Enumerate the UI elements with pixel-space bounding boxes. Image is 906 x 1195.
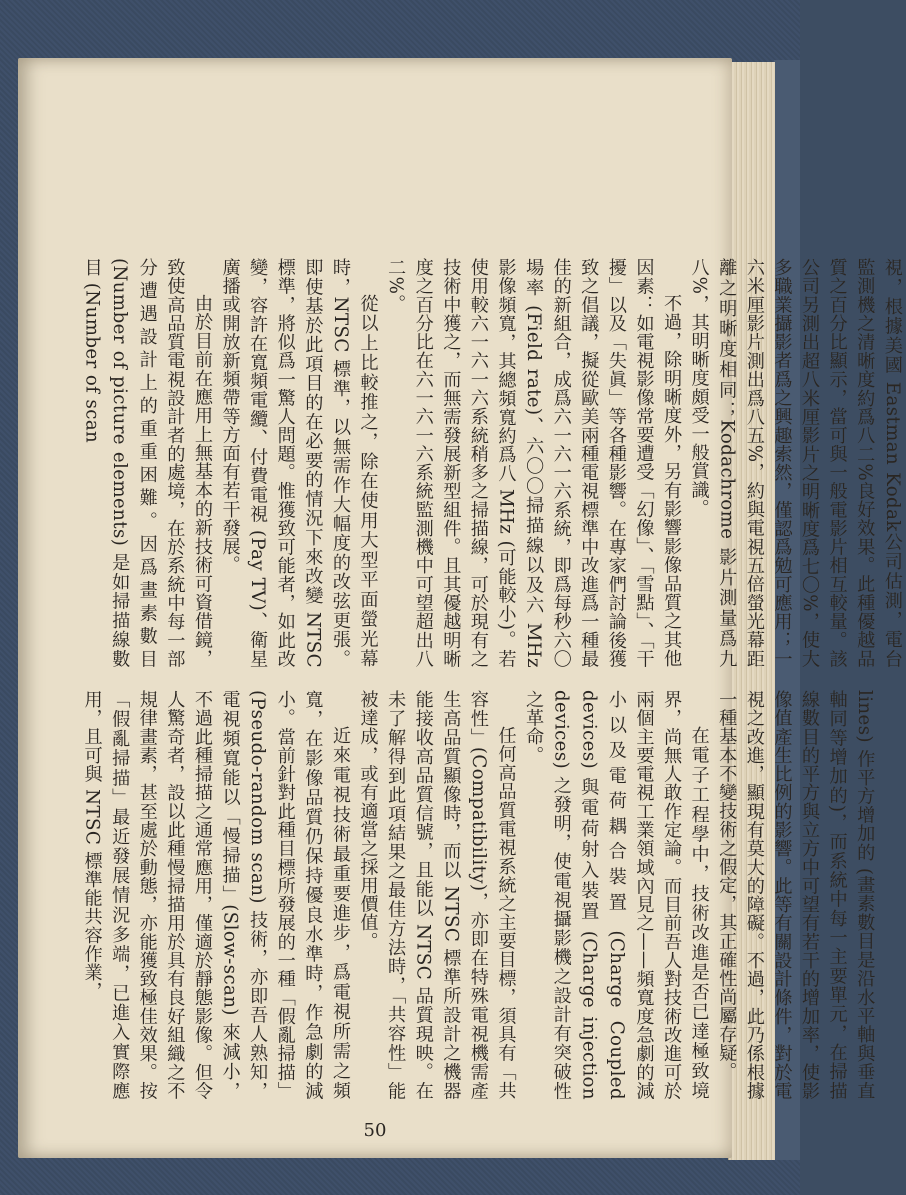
upper-paragraph-4: 由於目前在應用上無基本的新技術可資借鏡，致使高品質電視設計者的處境，在於系統中每一部分遭遇設計上的重重困難。因爲畫素數目 (Number of picture elements) 是如掃描線數目 (Number of scan (81, 258, 213, 668)
upper-paragraph-1: 視，根據美國 Eastman Kodak公司估測，電台監測機之清晰度約爲八二%良好效果。此種優越品質之百分比顯示，當可與一般電影片相互較量。該公司另測出超八米厘影片之明晰度爲七〇%，使大多職業攝影者爲之興趣索然，僅認爲勉可應用；一六米厘影片測出爲八五%，約與電視五倍螢光幕距離之明晰度相同；Kodachrome 影片測量爲九八%，其明晰度頗受一般賞識。 (688, 258, 903, 668)
page-number: 50 (363, 1120, 387, 1141)
upper-text-section (78, 258, 903, 668)
upper-vertical-text (78, 258, 906, 668)
lower-paragraph-3: 任何高品質電視系統之主要目標，須具有「共容性」(Compatibility)，亦即在特殊電視機需產生高品質顯像時，而以 NTSC 標準所設計之機器能接收高品質信號，且能以 NTSC 品質現映。在未了解得到此項結果之最佳方法時，「共容性」能被達成，或有適當之採用價值。 (357, 690, 517, 1100)
lower-paragraph-1: lines) 作平方增加的 (畫素數目是沿水平軸與垂直軸同等增加的)，而系統中每一主要單元，在掃描線數目的平方與立方中可望有若干的增加率，使影像值產生比例的影響。此等有關設計條件，對於電視之改進，顯現有莫大的障礙。不過，此乃係根據一種基本不變技術之假定，其正確性尚屬存疑。 (716, 690, 876, 1100)
book-page (18, 58, 903, 1158)
lower-text-section (78, 690, 876, 1100)
lower-vertical-text (78, 690, 878, 1100)
lower-paragraph-2: 在電子工程學中，技術改進是否已達極致境界，尚無人敢作定論。而目前吾人對技術改進可於兩個主要電視工業領域內見之——頻寬度急劇的減小以及電荷耦合裝置 (Charge Coupled devices) 與電荷射入裝置 (Charge injection devices) 之發明，使電視攝影機之設計有突破性之革命。 (523, 690, 710, 1100)
upper-paragraph-3: 從以上比較推之，除在使用大型平面螢光幕時，NTSC 標準，以無需作大幅度的改弦更張。即使基於此項目的在必要的情況下來改變 NTSC 標準，將似爲一驚人問題。惟獲致可能者，如此改變，容許在寬頻電纜、付費電視 (Pay TV)、衛星廣播或開放新頻帶等方面有若干發展。 (219, 258, 379, 668)
upper-paragraph-2: 不過，除明晰度外，另有影響影像品質之其他因素：如電視影像常要遭受「幻像」、「雪點」、「干擾」以及「失眞」等各種影響。在專家們討論後獲致之倡議，擬從歐美兩種電視標準中改進爲一種最佳的新組合，成爲六一六一六系統，即爲每秒六〇場率 (Field rate)、六〇〇掃描線以及六 MHz 影像頻寬，其總頻寬約爲八 MHz (可能較小)。若使用較六一六一六系統稍多之掃描線，可於現有之技術中獲之，而無需發展新型組件。且其優越明晰度之百分比在六一六一六系統監測機中可望超出八二%。 (385, 258, 683, 668)
text-block (78, 258, 903, 1100)
lower-paragraph-4: 近來電視技術最重要進步，爲電視所需之頻寬，在影像品質仍保持優良水準時，作急劇的減小。當前針對此種目標所發展的一種「假亂掃描」(Pseudo-random scan) 技術，亦即吾人熟知，電視頻寬能以「慢掃描」(Slow-scan) 來減小，不過此種掃描之通常應用，僅適於靜態影像。但令人驚奇者，設以此種慢掃描用於具有良好組織之不規律畫素，甚至處於動態，亦能獲致極佳效果。按「假亂掃描」最近發展情況多端，已進入實際應用，且可與 NTSC 標準能共容作業， (81, 690, 351, 1100)
